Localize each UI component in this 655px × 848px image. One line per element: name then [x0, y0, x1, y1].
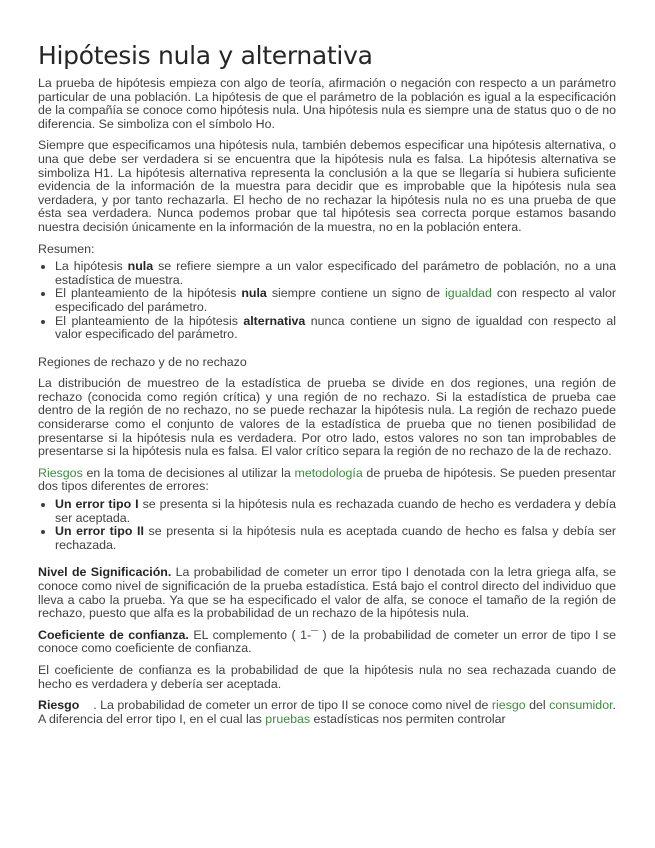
- metodologia-link[interactable]: metodología: [294, 465, 363, 480]
- document-page: [38, 0, 616, 726]
- list-item: • Un error tipo II se presenta si la hipótesis nula es aceptada cuando de hecho es falsa y debía ser rechazada.: [55, 525, 616, 552]
- pruebas-link[interactable]: pruebas: [265, 711, 311, 726]
- resumen-list: [38, 260, 616, 342]
- paragraph-coeficiente-def: El coeficiente de confianza es la probabilidad de que la hipótesis nula no sea rechazada cuando de hecho es verdadera y debería ser aceptada.: [38, 662, 616, 691]
- paragraph-regiones: La distribución de muestreo de la estadística de prueba se divide en dos regiones, una región de rechazo (conocida como región crítica) y una región de no rechazo. Si la estadística de prueba cae dentro de la región de no rechazo, no se puede rechazar la hipótesis nula. La región de rechazo puede considerarse como el conjunto de valores de la estadística de prueba que no tienen posibilidad de presentarse si la hipótesis nula es verdadera. Por otro lado, estos valores no son tan improbables de presentarse si la hipótesis nula es falsa. El valor crítico separa la región de no rechazo de la de rechazo.: [38, 376, 616, 459]
- paragraph-coeficiente: Coeficiente de confianza. EL complemento ( 1-¯ ) de la probabilidad de cometer un error de tipo I se conoce como coeficiente de confianza.: [38, 627, 617, 656]
- riesgos-link[interactable]: Riesgos: [38, 465, 83, 480]
- regiones-heading: Regiones de rechazo y de no rechazo: [38, 354, 247, 369]
- paragraph-riesgo: Riesgo . La probabilidad de cometer un error de tipo II se conoce como nivel de riesgo del consumidor. A diferencia del error tipo I, en el cual las pruebas estadísticas nos permiten controlar: [38, 698, 616, 726]
- list-item: • El planteamiento de la hipótesis nula siempre contiene un signo de igualdad con respecto al valor especificado del parámetro.: [55, 287, 616, 314]
- list-item: • El planteamiento de la hipótesis alternativa nunca contiene un signo de igualdad con respecto al valor especificado del parámetro.: [55, 315, 616, 342]
- resumen-label: Resumen:: [38, 241, 95, 256]
- paragraph-nivel-significacion: Nivel de Significación. La probabilidad de cometer un error tipo I denotada con la letra griega alfa, se conoce como nivel de significación de la prueba estadística. Está bajo el control directo del individuo que lleva a cabo la prueba. Ya que se ha especificado el valor de alfa, se conoce el tamaño de la región de rechazo, puesto que alfa es la probabilidad de un rechazo de la hipótesis nula.: [38, 565, 616, 621]
- paragraph-intro: La prueba de hipótesis empieza con algo de teoría, afirmación o negación con respecto a un parámetro particular de una población. La hipótesis de que el parámetro de la población es igual a la especificación de la compañía se conoce como hipótesis nula. Una hipótesis nula es siempre una de status quo o de no diferencia. Se simboliza con el símbolo Ho.: [38, 76, 616, 131]
- paragraph-riesgos: Riesgos en la toma de decisiones al utilizar la metodología de prueba de hipótesis. Se pueden presentar dos tipos diferentes de errores:: [38, 465, 616, 494]
- list-item: • La hipótesis nula se refiere siempre a un valor especificado del parámetro de población, no a una estadística de muestra.: [55, 260, 616, 287]
- errores-list: [38, 498, 616, 552]
- list-item: • Un error tipo I se presenta si la hipótesis nula es rechazada cuando de hecho es verdadera y debía ser aceptada.: [55, 498, 616, 525]
- igualdad-link[interactable]: igualdad: [445, 286, 492, 301]
- paragraph-alternativa: Siempre que especificamos una hipótesis nula, también debemos especificar una hipótesis alternativa, o una que debe ser verdadera si se encuentra que la hipótesis nula es falsa. La hipótesis alternativa se simboliza H1. La hipótesis alternativa representa la conclusión a la que se llegaría si hubiera suficiente evidencia de la información de la muestra para decidir que es improbable que la hipótesis nula sea verdadera, y por tanto rechazarla. El hecho de no rechazar la hipótesis nula no es una prueba de que ésta sea verdadera. Nunca podemos probar que tal hipótesis sea correcta porque estamos basando nuestra decisión únicamente en la información de la muestra, no en la población entera.: [38, 138, 616, 234]
- consumidor-link[interactable]: consumidor: [549, 698, 613, 713]
- page-title: Hipótesis nula y alternativa: [38, 41, 373, 70]
- riesgo-link[interactable]: riesgo: [491, 698, 526, 713]
